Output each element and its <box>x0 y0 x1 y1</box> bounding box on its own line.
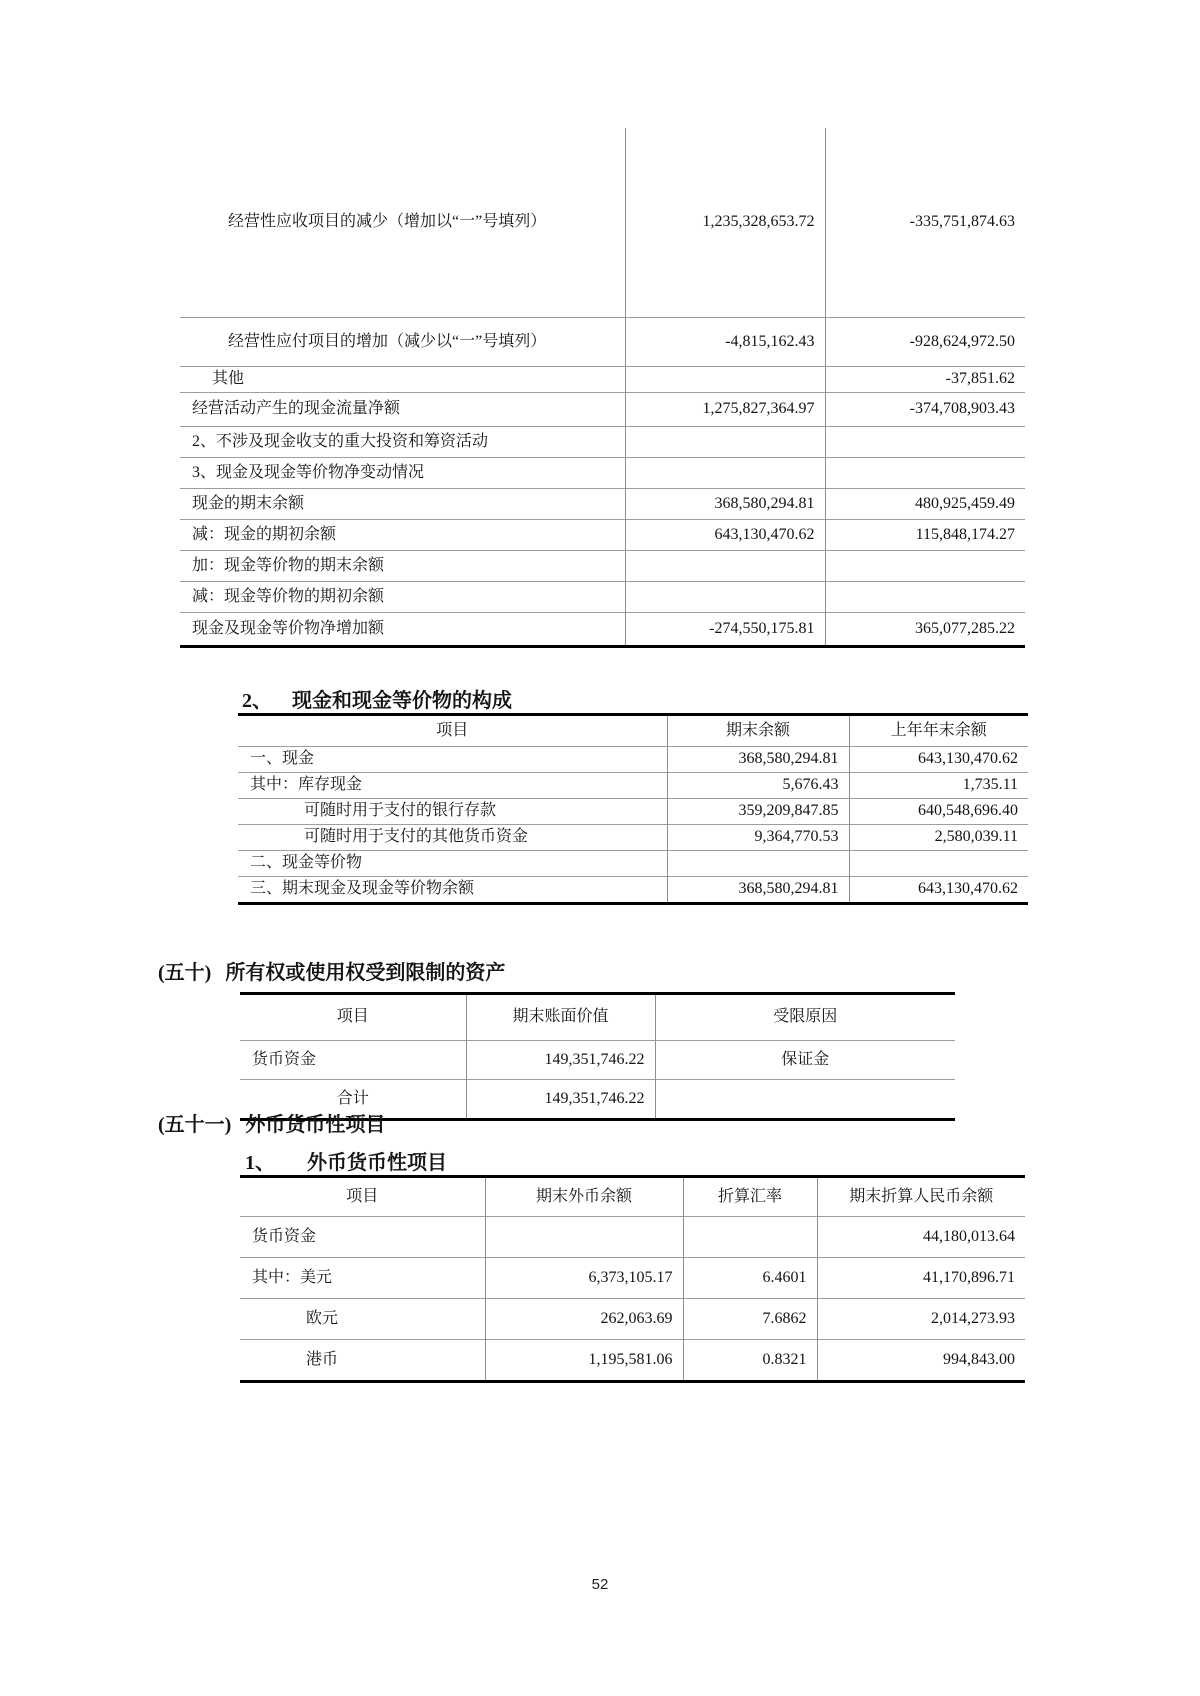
value-cell: 643,130,470.62 <box>849 877 1028 904</box>
column-header: 项目 <box>240 1177 485 1217</box>
section-number: 2、 <box>242 690 272 712</box>
column-header: 受限原因 <box>655 994 955 1041</box>
row-label-cell: 经营性应收项目的减少（增加以“一”号填列） <box>228 213 547 231</box>
value-cell: 368,580,294.81 <box>625 489 825 520</box>
table-header-row <box>240 994 955 1041</box>
value-cell: 41,170,896.71 <box>817 1258 1025 1299</box>
value-cell: 1,735.11 <box>849 773 1028 799</box>
value-cell <box>825 427 1025 458</box>
row-label-cell: 一、现金 <box>250 750 315 768</box>
page-number: 52 <box>591 1576 609 1593</box>
section-number: (五十一) <box>158 1114 232 1136</box>
row-label-cell: 经营性应付项目的增加（减少以“一”号填列） <box>180 318 625 367</box>
table-row <box>238 825 1028 851</box>
value-cell <box>825 458 1025 489</box>
value-cell <box>625 458 825 489</box>
value-cell: 6,373,105.17 <box>485 1258 683 1299</box>
value-cell: 保证金 <box>655 1041 955 1080</box>
value-cell: -4,815,162.43 <box>625 318 825 367</box>
value-cell: 1,235,328,653.72 <box>625 128 825 318</box>
value-cell <box>825 551 1025 582</box>
section-title: 所有权或使用权受到限制的资产 <box>225 962 506 984</box>
value-cell: 0.8321 <box>683 1340 817 1382</box>
value-cell: 359,209,847.85 <box>667 799 849 825</box>
table-row <box>180 128 1025 318</box>
value-cell <box>849 851 1028 877</box>
value-cell: 2,014,273.93 <box>817 1299 1025 1340</box>
value-cell: 643,130,470.62 <box>625 520 825 551</box>
section-title: 现金和现金等价物的构成 <box>292 690 512 712</box>
section-heading-restricted-assets <box>158 956 505 985</box>
table-row <box>240 1258 1025 1299</box>
row-label-cell: 其中：美元 <box>240 1258 485 1299</box>
table-row <box>240 1217 1025 1258</box>
table-row <box>180 318 1025 367</box>
table-row <box>180 367 1025 393</box>
section-title: 外币货币性项目 <box>245 1114 386 1136</box>
table-row <box>180 582 1025 613</box>
row-label-cell: 现金及现金等价物净增加额 <box>180 613 625 647</box>
value-cell <box>625 427 825 458</box>
row-label-cell: 经营活动产生的现金流量净额 <box>180 393 625 427</box>
table-row <box>238 851 1028 877</box>
subsection-heading-foreign-currency <box>245 1146 447 1175</box>
table-row <box>180 551 1025 582</box>
row-label-cell: 可随时用于支付的银行存款 <box>238 799 667 825</box>
value-cell <box>655 1080 955 1120</box>
value-cell: 994,843.00 <box>817 1340 1025 1382</box>
cash-flow-statement-table <box>180 128 1025 648</box>
value-cell: -335,751,874.63 <box>825 128 1025 318</box>
table-row <box>180 613 1025 647</box>
value-cell <box>825 582 1025 613</box>
table-row <box>240 1041 955 1080</box>
cash-composition-table <box>238 713 1028 905</box>
row-label-cell: 其他 <box>180 367 625 393</box>
value-cell: 368,580,294.81 <box>667 747 849 773</box>
column-header: 期末外币余额 <box>485 1177 683 1217</box>
value-cell: 368,580,294.81 <box>667 877 849 904</box>
column-header: 项目 <box>238 715 667 747</box>
value-cell: 149,351,746.22 <box>466 1041 655 1080</box>
value-cell: 1,275,827,364.97 <box>625 393 825 427</box>
table-row <box>238 799 1028 825</box>
column-header: 期末余额 <box>667 715 849 747</box>
column-header: 期末账面价值 <box>466 994 655 1041</box>
row-label-cell: 可随时用于支付的其他货币资金 <box>238 825 667 851</box>
row-label-cell: 二、现金等价物 <box>238 851 667 877</box>
row-label-cell: 货币资金 <box>252 1050 317 1068</box>
value-cell: 5,676.43 <box>667 773 849 799</box>
value-cell: 9,364,770.53 <box>667 825 849 851</box>
value-cell: -37,851.62 <box>825 367 1025 393</box>
value-cell: 149,351,746.22 <box>466 1080 655 1120</box>
section-heading-foreign-currency <box>158 1108 385 1137</box>
column-header: 项目 <box>240 994 466 1041</box>
foreign-currency-table <box>240 1175 1025 1383</box>
value-cell <box>683 1217 817 1258</box>
value-cell: 480,925,459.49 <box>825 489 1025 520</box>
table-header-row <box>238 715 1028 747</box>
value-cell <box>625 582 825 613</box>
row-label-cell: 货币资金 <box>252 1227 317 1245</box>
value-cell: 7.6862 <box>683 1299 817 1340</box>
row-label-cell: 三、期末现金及现金等价物余额 <box>238 877 667 904</box>
table-row <box>180 458 1025 489</box>
column-header: 上年年末余额 <box>849 715 1028 747</box>
row-label-cell: 加：现金等价物的期末余额 <box>180 551 625 582</box>
column-header: 期末折算人民币余额 <box>817 1177 1025 1217</box>
table-row <box>240 1299 1025 1340</box>
table-row <box>238 877 1028 904</box>
table-row <box>180 393 1025 427</box>
table-row <box>238 747 1028 773</box>
row-label-cell: 2、不涉及现金收支的重大投资和筹资活动 <box>180 427 625 458</box>
value-cell: -928,624,972.50 <box>825 318 1025 367</box>
value-cell: 2,580,039.11 <box>849 825 1028 851</box>
column-header: 折算汇率 <box>683 1177 817 1217</box>
value-cell: 1,195,581.06 <box>485 1340 683 1382</box>
row-label-cell: 减：现金的期初余额 <box>180 520 625 551</box>
value-cell: 6.4601 <box>683 1258 817 1299</box>
subsection-number: 1、 <box>245 1152 275 1174</box>
row-label-cell: 其中：库存现金 <box>238 773 667 799</box>
row-label-cell: 欧元 <box>240 1299 485 1340</box>
value-cell: -374,708,903.43 <box>825 393 1025 427</box>
value-cell: 44,180,013.64 <box>817 1217 1025 1258</box>
value-cell: 115,848,174.27 <box>825 520 1025 551</box>
row-label-cell: 合计 <box>240 1080 466 1120</box>
value-cell <box>625 551 825 582</box>
value-cell: 643,130,470.62 <box>849 747 1028 773</box>
row-label-cell: 现金的期末余额 <box>180 489 625 520</box>
section-number: (五十) <box>158 962 212 984</box>
table-row <box>180 427 1025 458</box>
value-cell: 365,077,285.22 <box>825 613 1025 647</box>
row-label-cell: 减：现金等价物的期初余额 <box>180 582 625 613</box>
value-cell: 640,548,696.40 <box>849 799 1028 825</box>
table-row <box>238 773 1028 799</box>
restricted-assets-table <box>240 992 955 1121</box>
subsection-title: 外币货币性项目 <box>307 1152 447 1174</box>
table-row <box>240 1340 1025 1382</box>
value-cell: -274,550,175.81 <box>625 613 825 647</box>
table-row <box>180 489 1025 520</box>
value-cell <box>625 367 825 393</box>
value-cell <box>667 851 849 877</box>
section-heading-cash-composition <box>242 684 512 713</box>
table-header-row <box>240 1177 1025 1217</box>
table-row <box>180 520 1025 551</box>
row-label-cell: 港币 <box>240 1340 485 1382</box>
row-label-cell: 3、现金及现金等价物净变动情况 <box>180 458 625 489</box>
value-cell: 262,063.69 <box>485 1299 683 1340</box>
value-cell <box>485 1217 683 1258</box>
